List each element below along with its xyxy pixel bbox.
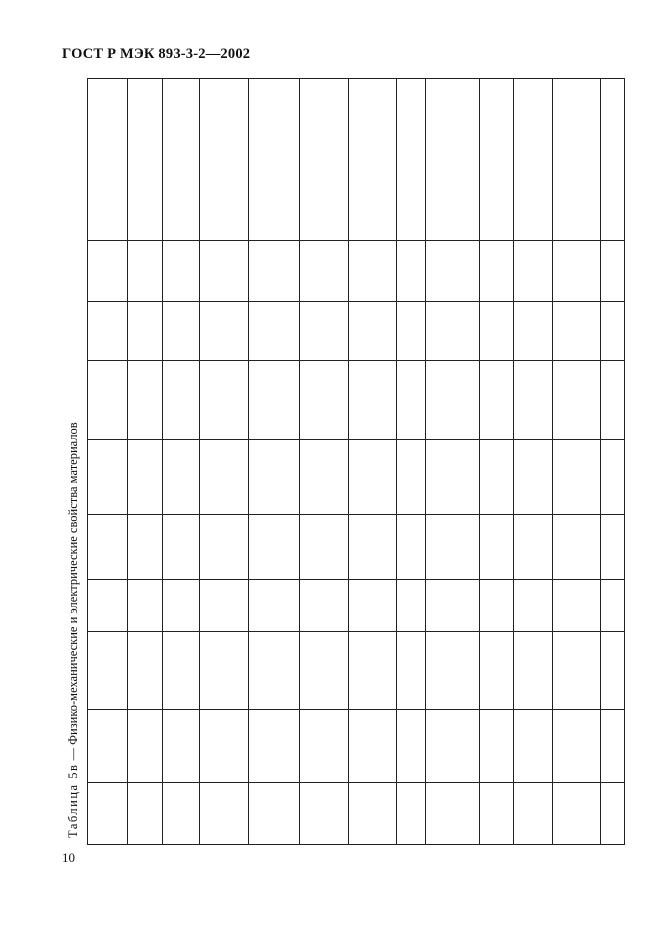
table-rule bbox=[127, 78, 128, 845]
table-rule bbox=[425, 78, 426, 845]
table-rule bbox=[87, 709, 625, 710]
table-rule bbox=[87, 240, 625, 241]
table-label: Таблица 5в bbox=[66, 763, 80, 838]
table-rule bbox=[87, 782, 625, 783]
table-rule bbox=[87, 360, 625, 361]
properties-table bbox=[87, 78, 625, 845]
table-rule bbox=[87, 579, 625, 580]
table-rule bbox=[87, 439, 625, 440]
document-header: ГОСТ Р МЭК 893-3-2—2002 bbox=[62, 46, 251, 62]
table-rule bbox=[348, 78, 349, 845]
table-rule bbox=[600, 78, 601, 845]
page-number: 10 bbox=[62, 850, 75, 865]
table-title: — Физико-механические и электрические свойства материалов bbox=[66, 422, 80, 764]
table-rule bbox=[513, 78, 514, 845]
table-rule bbox=[87, 301, 625, 302]
table-rule bbox=[199, 78, 200, 845]
column-header-indicator bbox=[87, 783, 127, 845]
table-rule bbox=[396, 78, 397, 845]
table-rule bbox=[299, 78, 300, 845]
table-rule bbox=[552, 78, 553, 845]
table-rule bbox=[87, 78, 625, 79]
table-rule bbox=[87, 631, 625, 632]
table-rule bbox=[87, 514, 625, 515]
table-caption bbox=[66, 238, 86, 838]
table-rule bbox=[162, 78, 163, 845]
table-rule bbox=[624, 78, 625, 845]
table-rule bbox=[479, 78, 480, 845]
table-rule bbox=[87, 78, 88, 845]
table-rule bbox=[87, 844, 625, 845]
table-rule bbox=[248, 78, 249, 845]
